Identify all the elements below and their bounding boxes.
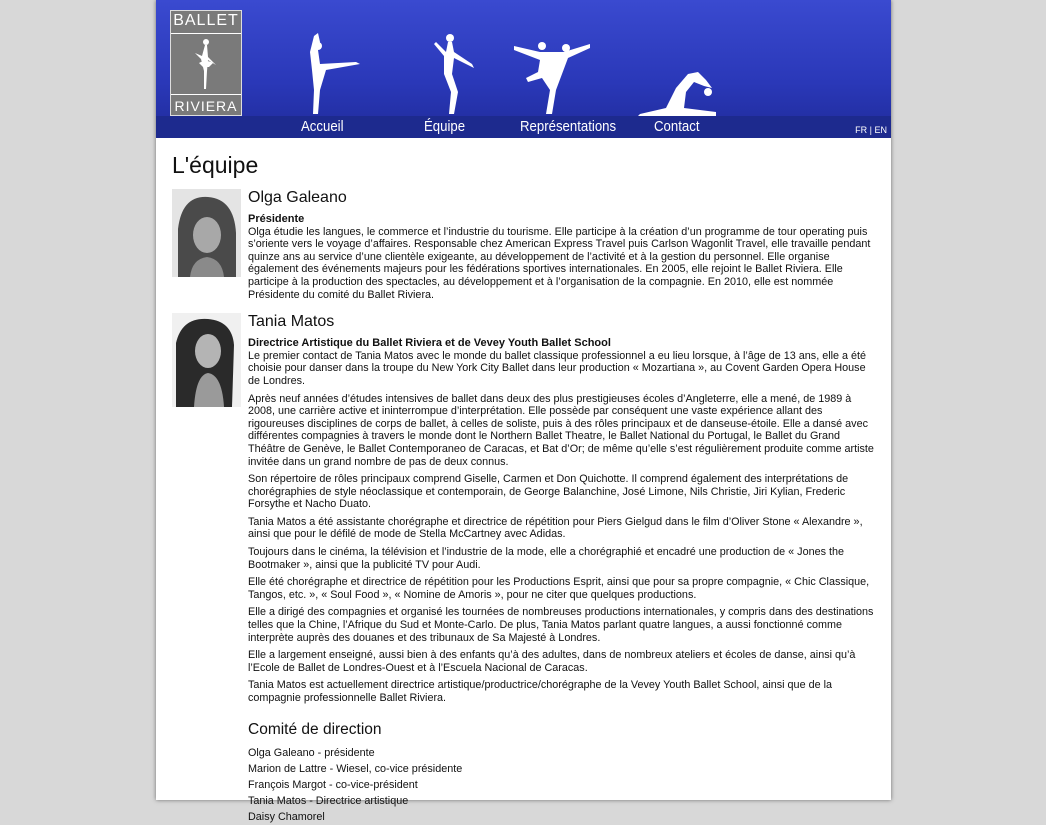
nav-accueil[interactable]: Accueil — [301, 118, 344, 135]
main-content — [172, 152, 877, 825]
olga-galeano-bio — [248, 189, 877, 301]
person-tania-matos — [172, 313, 877, 704]
committee-member: Marion de Lattre - Wiesel, co-vice présidente — [248, 762, 463, 775]
language-switcher — [855, 125, 887, 135]
committee-member: Daisy Chamorel — [248, 810, 325, 823]
committee-title: Comité de direction — [248, 720, 382, 738]
person-name: Olga Galeano — [248, 189, 347, 206]
dancer-backbend-icon — [636, 68, 718, 116]
committee-section — [248, 721, 877, 825]
logo-top-text: BALLET — [173, 12, 239, 29]
bio-paragraph: Olga étudie les langues, le commerce et l’industrie du tourisme. Elle participe à la création d’un programme de tour operating puis s’oriente vers le voyage d’affaires. Responsable chez American Express Travel puis Carlson Wagonlit Travel, elle travaille pendant quinze ans au service d’une clientèle exigeante, au développement de l’activité et à la gestion du personnel. Elle organise également des événements majeurs pour les fédérations sportives internationales. En 2005, elle rejoint le Ballet Riviera. Elle participe à la production des spectacles, au développement et à l’organisation de la compagnie. En 2010, elle est nommée Présidente du comité du Ballet Riviera. — [248, 225, 871, 301]
bio-paragraph: Après neuf années d’études intensives de ballet dans deux des plus prestigieuses écoles d’Angleterre, elle a mené, de 1989 à 2008, une carrière active et ininterrompue d’interprétation. Elle possède par conséquent une vaste expérience allant des rigoureuses disciplines de corps de ballet, à celles de soliste, puis à des rôles principaux et de danseuse-étoile. Elle a dansé avec différentes compagnies à travers le monde dont le Northern Ballet Theatre, le Ballet National du Portugal, le Ballet du Grand Théâtre de Genève, le Ballet Contemporaneo de Caracas, et Bat d’Or; de même qu’elle s’est régulièrement produite comme artiste invitée dans un grand nombre de pas de deux connus. — [248, 392, 874, 468]
lang-separator: | — [867, 125, 875, 135]
bio-paragraph: Toujours dans le cinéma, la télévision et l’industrie de la mode, elle a chorégraphié et encadré une production de « Jones the Bootmaker », ainsi que la publicité TV pour Audi. — [248, 546, 845, 571]
ballet-riviera-logo[interactable] — [170, 10, 242, 116]
bio-paragraph: Elle été chorégraphe et directrice de répétition pour les Productions Esprit, ainsi que pour sa propre compagnie, « Chic Classique, Tangos, etc. », « Soul Food », « Nomine de Amoris », pour ne citer que quelques productions. — [248, 576, 870, 601]
committee-member: Olga Galeano - présidente — [248, 746, 375, 759]
ballerina-logo-icon — [189, 37, 223, 93]
bio-paragraph: Tania Matos est actuellement directrice artistique/productrice/chorégraphe de la Vevey Youth Ballet School, ainsi que de la compagnie professionnelle Ballet Riviera. — [248, 679, 832, 704]
person-role: Présidente — [248, 213, 305, 225]
person-role: Directrice Artistique du Ballet Riviera et de Vevey Youth Ballet School — [248, 337, 611, 350]
tania-matos-bio — [248, 313, 877, 704]
page-title: L'équipe — [172, 152, 259, 178]
bio-paragraph: Elle a largement enseigné, aussi bien à des enfants qu’à des adultes, dans de nombreux ateliers et écoles de danse, ainsi qu’à l’Ecole de Ballet de Londres-Ouest et à l’Escuela Nacional de Caracas. — [248, 649, 856, 674]
committee-member: Tania Matos - Directrice artistique — [248, 794, 409, 807]
committee-member: François Margot - co-vice-président — [248, 778, 418, 791]
bio-paragraph: Elle a dirigé des compagnies et organisé les tournées de nombreuses productions internationales, y compris dans des destinations telles que la Chine, l’Afrique du Sud et Monte-Carlo. De plus, Tania Matos parlant quatre langues, a aussi fonctionné comme interprète auprès des douanes et des tribunaux de Sa Majesté à Londres. — [248, 606, 874, 644]
nav-contact[interactable]: Contact — [654, 118, 700, 135]
nav-equipe[interactable]: Équipe — [424, 118, 466, 135]
olga-galeano-photo — [172, 189, 241, 277]
bio-paragraph: Son répertoire de rôles principaux comprend Giselle, Carmen et Don Quichotte. Il comprend également des interprétations de chorégraphies de style néoclassique et contemporain, de George Balanchine, José Limone, Nils Christie, Jiri Kylian, Frederic Forsythe et Nacho Duato. — [248, 473, 849, 511]
bio-paragraph: Le premier contact de Tania Matos avec le monde du ballet classique professionnel a eu lieu lorsque, à l’âge de 13 ans, elle a été choisie pour danser dans la troupe du New York City Ballet dans leur production « Mozartiana », au Covent Garden Opera House de Londres. — [248, 349, 867, 387]
logo-divider-bottom — [171, 94, 241, 95]
logo-divider — [171, 33, 241, 34]
committee-list — [248, 745, 877, 825]
dancers-duo-icon — [512, 38, 592, 116]
bio-paragraph: Tania Matos a été assistante chorégraphe et directrice de répétition pour Piers Gielgud dans le film d’Oliver Stone « Alexandre », ainsi que pour le défilé de mode de Stella McCartney avec Adidas. — [248, 515, 863, 541]
nav-representations[interactable]: Représentations — [520, 118, 617, 135]
lang-en-link[interactable]: EN — [874, 125, 887, 135]
person-olga-galeano — [172, 189, 877, 301]
tania-matos-photo — [172, 313, 241, 407]
page-container — [156, 0, 891, 823]
logo-bottom-text: RIVIERA — [174, 98, 238, 114]
dancer-arabesque-icon — [296, 30, 364, 116]
person-name: Tania Matos — [248, 313, 335, 331]
lang-fr-link[interactable]: FR — [855, 125, 868, 135]
dancer-pose-icon — [430, 30, 480, 116]
